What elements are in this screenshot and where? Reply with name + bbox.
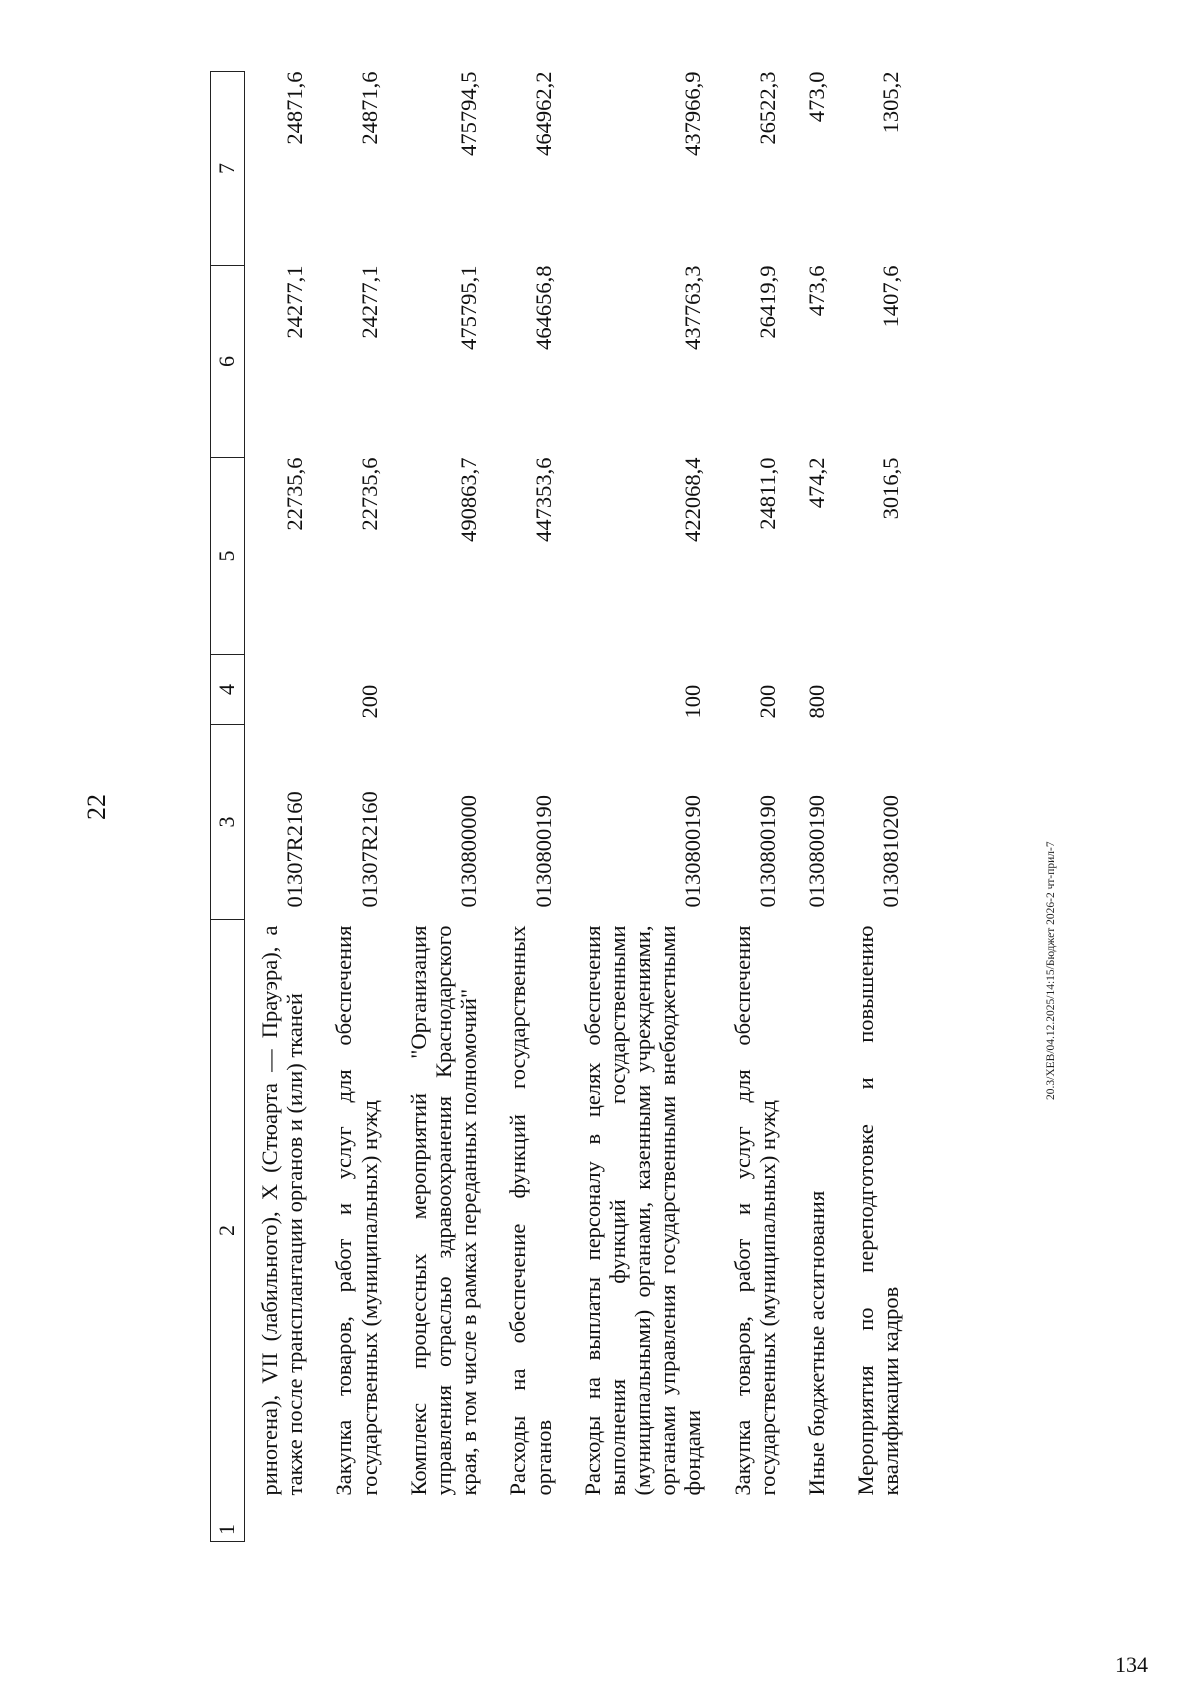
- row-value-col5: 22735,6: [282, 457, 308, 531]
- row-name: Закупка товаров, работ и услуг для обеспечения государственных (муниципальных) нужд: [729, 925, 780, 1496]
- row-expense-type: [406, 655, 506, 725]
- row-expense-type: [245, 655, 332, 725]
- table-row: [853, 72, 927, 1542]
- table-row: [804, 72, 853, 1542]
- row-name: Закупка товаров, работ и услуг для обеспечения государственных (муниципальных) нужд: [331, 925, 382, 1496]
- row-value-col6: 437763,3: [680, 265, 706, 350]
- row-value-col6: 475795,1: [456, 265, 482, 350]
- row-name: Комплекс процессных мероприятий "Организация управления отраслью здравоохранения Краснодарского края, в том числе в рамках переданных полномочий": [405, 925, 482, 1496]
- header-col-6: 6: [211, 266, 245, 458]
- row-code: 0130800190: [530, 795, 556, 908]
- footer-document-code: 20.3/XEB/04.12.2025/14:15/Бюджет 2026-2 чт-прил-7: [1045, 841, 1057, 1100]
- row-value-col5: 3016,5: [878, 457, 904, 520]
- table-row: [331, 72, 405, 1542]
- row-code: 01307R2160: [356, 791, 382, 908]
- row-name: риногена), VII (лабильного), X (Стюарта — Прауэра), а также после трансплантации органов и (или) тканей: [257, 925, 308, 1496]
- row-code: 0130800190: [680, 795, 706, 908]
- row-value-col6: 1407,6: [878, 265, 904, 328]
- row-value-col5: 422068,4: [680, 457, 706, 542]
- row-value-col5: 24811,0: [754, 457, 780, 530]
- row-code: 0130800000: [456, 795, 482, 908]
- page-number: 22: [82, 794, 111, 820]
- row-expense-type: [505, 655, 579, 725]
- row-expense-type: 200: [754, 684, 780, 719]
- header-col-4: 4: [211, 655, 245, 725]
- row-name: Расходы на обеспечение функций государственных органов: [505, 925, 556, 1496]
- row-name: Расходы на выплаты персоналу в целях обеспечения выполнения функций государственными (муниципальными) органами, казенными учреждениями, органами управления государственными внебюджетными фондами: [579, 925, 706, 1496]
- header-col-7: 7: [211, 72, 245, 266]
- table-row: [730, 72, 804, 1542]
- row-code: 0130800190: [804, 795, 829, 908]
- sheet-number: 134: [1115, 1652, 1148, 1677]
- row-value-col5: 474,2: [804, 457, 829, 509]
- row-name: Иные бюджетные ассигнования: [804, 1190, 829, 1496]
- header-col-3: 3: [211, 725, 245, 920]
- table-row: [406, 72, 506, 1542]
- row-value-col7: 464962,2: [530, 71, 556, 156]
- row-expense-type: 100: [680, 684, 706, 719]
- row-value-col5: 22735,6: [356, 457, 382, 531]
- row-value-col6: 24277,1: [356, 265, 382, 339]
- row-value-col7: 1305,2: [878, 71, 904, 134]
- row-value-col5: 490863,7: [456, 457, 482, 542]
- table-row: [580, 72, 730, 1542]
- table-row: [505, 72, 579, 1542]
- row-value-col6: 24277,1: [282, 265, 308, 339]
- row-expense-type: 200: [356, 684, 382, 719]
- row-code: 0130810200: [878, 795, 904, 908]
- row-expense-type: [853, 655, 927, 725]
- row-code: 01307R2160: [282, 791, 308, 908]
- budget-table: [210, 71, 928, 1542]
- row-value-col7: 473,0: [804, 71, 829, 123]
- header-col-5: 5: [211, 458, 245, 655]
- table-row: [245, 72, 332, 1542]
- row-value-col6: 464656,8: [530, 265, 556, 350]
- row-value-col5: 447353,6: [530, 457, 556, 542]
- row-value-col6: 473,6: [804, 265, 829, 317]
- row-expense-type: 800: [804, 684, 829, 719]
- row-value-col7: 24871,6: [356, 71, 382, 145]
- row-value-col7: 437966,9: [680, 71, 706, 156]
- row-value-col7: 24871,6: [282, 71, 308, 145]
- header-col-2: 2: [211, 920, 245, 1542]
- row-name: Мероприятия по переподготовке и повышению квалификации кадров: [853, 925, 904, 1496]
- row-value-col7: 475794,5: [456, 71, 482, 156]
- row-value-col6: 26419,9: [754, 265, 780, 339]
- row-code: 0130800190: [754, 795, 780, 908]
- row-value-col7: 26522,3: [754, 71, 780, 145]
- header-row: 1 2 3 4 5 6 7: [211, 72, 245, 1542]
